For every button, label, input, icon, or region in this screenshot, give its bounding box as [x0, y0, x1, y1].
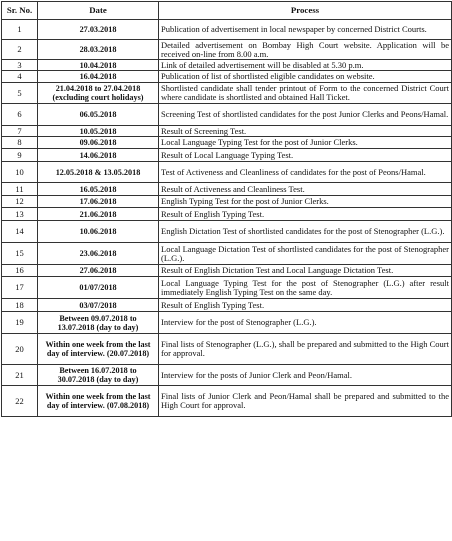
- table-row: [2, 183, 452, 196]
- sr-no-cell: 4: [2, 71, 38, 83]
- process-cell: Interview for the post of Stenographer (L.G.).: [159, 312, 452, 334]
- process-cell: Result of English Typing Test.: [159, 299, 452, 312]
- table-row: [2, 83, 452, 104]
- sr-no-cell: 2: [2, 40, 38, 60]
- date-cell: 16.05.2018: [38, 183, 159, 196]
- date-cell: Between 16.07.2018 to 30.07.2018 (day to day): [38, 365, 159, 386]
- process-cell: Local Language Typing Test for the post of Junior Clerks.: [159, 137, 452, 149]
- process-cell: English Typing Test for the post of Junior Clerks.: [159, 196, 452, 208]
- sr-no-cell: 21: [2, 365, 38, 386]
- sr-no-cell: 8: [2, 137, 38, 149]
- date-cell: 12.05.2018 & 13.05.2018: [38, 162, 159, 183]
- date-cell: 28.03.2018: [38, 40, 159, 60]
- process-cell: Final lists of Stenographer (L.G.), shall be prepared and submitted to the High Court for approval.: [159, 334, 452, 365]
- table-row: [2, 334, 452, 365]
- table-row: [2, 104, 452, 126]
- date-cell: 10.06.2018: [38, 221, 159, 243]
- table-row: [2, 20, 452, 40]
- sr-no-cell: 3: [2, 60, 38, 71]
- sr-no-cell: 1: [2, 20, 38, 40]
- date-cell: 23.06.2018: [38, 243, 159, 265]
- table-row: [2, 386, 452, 417]
- process-cell: Local Language Typing Test for the post of Stenographer (L.G.) after result immediately English Typing Test on the same day.: [159, 277, 452, 299]
- table-row: [2, 162, 452, 183]
- process-cell: Result of English Dictation Test and Local Language Dictation Test.: [159, 265, 452, 277]
- process-cell: Shortlisted candidate shall tender printout of Form to the concerned District Court where candidate is shortlisted and obtained Hall Ticket.: [159, 83, 452, 104]
- table-row: [2, 277, 452, 299]
- date-cell: 09.06.2018: [38, 137, 159, 149]
- table-row: [2, 243, 452, 265]
- process-cell: Final lists of Junior Clerk and Peon/Hamal shall be prepared and submitted to the High Court for approval.: [159, 386, 452, 417]
- date-cell: 10.05.2018: [38, 126, 159, 137]
- process-cell: Result of Activeness and Cleanliness Test.: [159, 183, 452, 196]
- process-cell: Detailed advertisement on Bombay High Court website. Application will be received on-line from 8.00 a.m.: [159, 40, 452, 60]
- table-row: [2, 221, 452, 243]
- header-sr-no: Sr. No.: [2, 2, 38, 20]
- table-row: [2, 149, 452, 162]
- date-cell: 10.04.2018: [38, 60, 159, 71]
- date-cell: 27.03.2018: [38, 20, 159, 40]
- process-cell: Interview for the posts of Junior Clerk and Peon/Hamal.: [159, 365, 452, 386]
- table-row: [2, 40, 452, 60]
- process-cell: Test of Activeness and Cleanliness of candidates for the post of Peons/Hamal.: [159, 162, 452, 183]
- table-row: [2, 196, 452, 208]
- date-cell: Within one week from the last day of interview. (07.08.2018): [38, 386, 159, 417]
- sr-no-cell: 13: [2, 208, 38, 221]
- sr-no-cell: 5: [2, 83, 38, 104]
- sr-no-cell: 6: [2, 104, 38, 126]
- sr-no-cell: 19: [2, 312, 38, 334]
- date-cell: 14.06.2018: [38, 149, 159, 162]
- process-cell: Publication of list of shortlisted eligible candidates on website.: [159, 71, 452, 83]
- table-row: [2, 71, 452, 83]
- sr-no-cell: 7: [2, 126, 38, 137]
- sr-no-cell: 18: [2, 299, 38, 312]
- process-cell: English Dictation Test of shortlisted candidates for the post of Stenographer (L.G.).: [159, 221, 452, 243]
- process-cell: Publication of advertisement in local newspaper by concerned District Courts.: [159, 20, 452, 40]
- date-cell: 01/07/2018: [38, 277, 159, 299]
- date-cell: 21.04.2018 to 27.04.2018 (excluding court holidays): [38, 83, 159, 104]
- table-row: [2, 265, 452, 277]
- header-process: Process: [159, 2, 452, 20]
- process-cell: Link of detailed advertisement will be disabled at 5.30 p.m.: [159, 60, 452, 71]
- process-cell: Result of English Typing Test.: [159, 208, 452, 221]
- sr-no-cell: 22: [2, 386, 38, 417]
- sr-no-cell: 15: [2, 243, 38, 265]
- sr-no-cell: 10: [2, 162, 38, 183]
- date-cell: 17.06.2018: [38, 196, 159, 208]
- process-cell: Screening Test of shortlisted candidates for the post Junior Clerks and Peons/Hamal.: [159, 104, 452, 126]
- table-row: [2, 60, 452, 71]
- date-cell: 06.05.2018: [38, 104, 159, 126]
- table-row: [2, 312, 452, 334]
- sr-no-cell: 9: [2, 149, 38, 162]
- date-cell: 16.04.2018: [38, 71, 159, 83]
- sr-no-cell: 20: [2, 334, 38, 365]
- table-row: [2, 137, 452, 149]
- sr-no-cell: 12: [2, 196, 38, 208]
- sr-no-cell: 16: [2, 265, 38, 277]
- header-date: Date: [38, 2, 159, 20]
- process-cell: Local Language Dictation Test of shortlisted candidates for the post of Stenographer (L.G.).: [159, 243, 452, 265]
- table-row: [2, 126, 452, 137]
- table-row: [2, 208, 452, 221]
- date-cell: 03/07/2018: [38, 299, 159, 312]
- date-cell: Within one week from the last day of interview. (20.07.2018): [38, 334, 159, 365]
- schedule-rows: [2, 20, 452, 417]
- date-cell: 21.06.2018: [38, 208, 159, 221]
- sr-no-cell: 17: [2, 277, 38, 299]
- header-row: [2, 2, 452, 20]
- sr-no-cell: 14: [2, 221, 38, 243]
- schedule-table: [1, 1, 452, 417]
- process-cell: Result of Screening Test.: [159, 126, 452, 137]
- date-cell: 27.06.2018: [38, 265, 159, 277]
- date-cell: Between 09.07.2018 to 13.07.2018 (day to day): [38, 312, 159, 334]
- sr-no-cell: 11: [2, 183, 38, 196]
- table-row: [2, 299, 452, 312]
- process-cell: Result of Local Language Typing Test.: [159, 149, 452, 162]
- table-row: [2, 365, 452, 386]
